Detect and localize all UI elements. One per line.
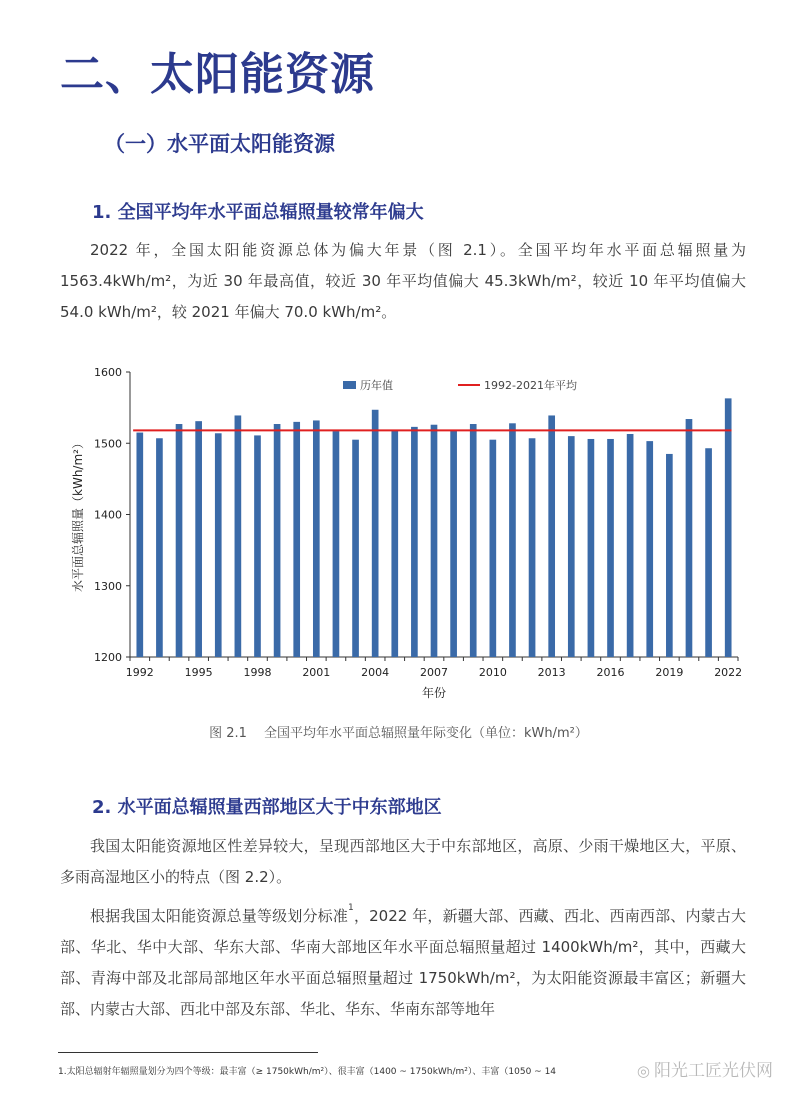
- bar-1997: [235, 415, 242, 657]
- bar-1994: [176, 424, 183, 657]
- watermark-text: 阳光工匠光伏网: [654, 1061, 773, 1081]
- y-axis-label: 水平面总辐照量（kWh/m²）: [71, 437, 85, 592]
- bar-2009: [470, 424, 477, 657]
- x-axis-label: 年份: [421, 686, 447, 700]
- y-tick-label: 1500: [94, 437, 122, 451]
- bar-2003: [352, 440, 359, 657]
- y-tick-label: 1400: [94, 508, 122, 522]
- bar-2021: [705, 448, 712, 657]
- bar-2000: [293, 422, 300, 657]
- section-2-paragraph-1: 我国太阳能资源地区性差异较大，呈现西部地区大于中东部地区，高原、少雨干燥地区大，平原、多雨高湿地区小的特点（图 2.2）。: [60, 837, 746, 886]
- bar-1995: [195, 421, 202, 657]
- x-tick-label: 2013: [537, 666, 566, 679]
- bar-2012: [529, 438, 536, 657]
- legend-line-label: 1992-2021年平均: [484, 379, 577, 392]
- x-tick-label: 2001: [302, 666, 331, 679]
- footnote-divider: [58, 1052, 318, 1053]
- x-tick-label: 1995: [184, 666, 213, 679]
- bar-2015: [588, 439, 595, 657]
- section-2-title: 2. 水平面总辐照量西部地区大于中东部地区: [92, 797, 442, 818]
- bar-2005: [391, 430, 398, 657]
- bar-2007: [431, 425, 438, 657]
- x-tick-label: 2004: [361, 666, 390, 679]
- bar-2001: [313, 420, 320, 657]
- bar-2013: [548, 415, 555, 657]
- section-1-paragraph: 2022 年，全国太阳能资源总体为偏大年景（图 2.1）。全国平均年水平面总辐照量为 1563.4kWh/m²，为近 30 年最高值，较近 30 年平均值偏大 45.3kWh/m²，较近 10 年平均值偏大 54.0 kWh/m²，较 2021 年偏大 70.0 kWh/m²。: [60, 241, 746, 321]
- y-tick-label: 1300: [94, 579, 122, 593]
- x-tick-label: 2022: [714, 666, 743, 679]
- footnote-reference[interactable]: 1: [348, 903, 354, 913]
- legend-bar-label: 历年值: [360, 379, 393, 392]
- x-tick-label: 1992: [125, 666, 154, 679]
- bar-2010: [490, 440, 497, 657]
- section-2-paragraph-2: [60, 901, 746, 1025]
- bar-2006: [411, 427, 418, 657]
- page-heading: 二、太阳能资源: [60, 49, 375, 100]
- bar-2016: [607, 439, 614, 657]
- bar-2018: [646, 441, 653, 657]
- bar-2002: [333, 431, 340, 657]
- x-tick-label: 1998: [243, 666, 272, 679]
- bar-2022: [725, 398, 732, 657]
- bar-2017: [627, 434, 634, 657]
- bar-2011: [509, 423, 516, 657]
- bar-2008: [450, 430, 457, 657]
- paragraph-text-rest: ，2022 年，新疆大部、西藏、西北、西南西部、内蒙古大部、华北、华中大部、华东大部、华南大部地区年水平面总辐照量超过 1400kWh/m²，其中，西藏大部、青海中部及北部局部地区年水平面总辐照量超过 1750kWh/m²，为太阳能资源最丰富区；新疆大部、内蒙古大部、西北中部及东部、华北、华东、华南东部等地年: [60, 907, 746, 1018]
- legend-bar-swatch: [343, 381, 356, 389]
- y-tick-label: 1200: [94, 651, 122, 664]
- bar-1993: [156, 438, 163, 657]
- x-tick-label: 2019: [655, 666, 684, 679]
- section-subheading: （一）水平面太阳能资源: [104, 132, 335, 156]
- bar-2014: [568, 436, 575, 657]
- bar-1999: [274, 424, 281, 657]
- annual-irradiance-chart: [60, 358, 750, 713]
- footnote: 1.太阳总辐射年辐照量划分为四个等级：最丰富（≥ 1750kWh/m²）、很丰富（1400 ~ 1750kWh/m²）、丰富（1050 ~ 14: [58, 1067, 557, 1077]
- x-tick-label: 2016: [596, 666, 625, 679]
- bar-2004: [372, 410, 379, 657]
- section-1-title: 1. 全国平均年水平面总辐照量较常年偏大: [92, 202, 424, 223]
- y-tick-label: 1600: [94, 366, 122, 379]
- bar-2020: [686, 419, 693, 657]
- bar-1992: [136, 433, 143, 657]
- watermark: [635, 1056, 775, 1081]
- bar-1996: [215, 433, 222, 657]
- paragraph-text-start: 根据我国太阳能资源总量等级划分标准: [90, 907, 349, 925]
- wechat-icon: ◎: [636, 1062, 650, 1080]
- figure-caption: 图 2.1 全国平均年水平面总辐照量年际变化（单位：kWh/m²）: [209, 726, 588, 741]
- bar-1998: [254, 435, 261, 657]
- x-tick-label: 2007: [420, 666, 448, 679]
- x-tick-label: 2010: [478, 666, 507, 679]
- bar-2019: [666, 454, 673, 657]
